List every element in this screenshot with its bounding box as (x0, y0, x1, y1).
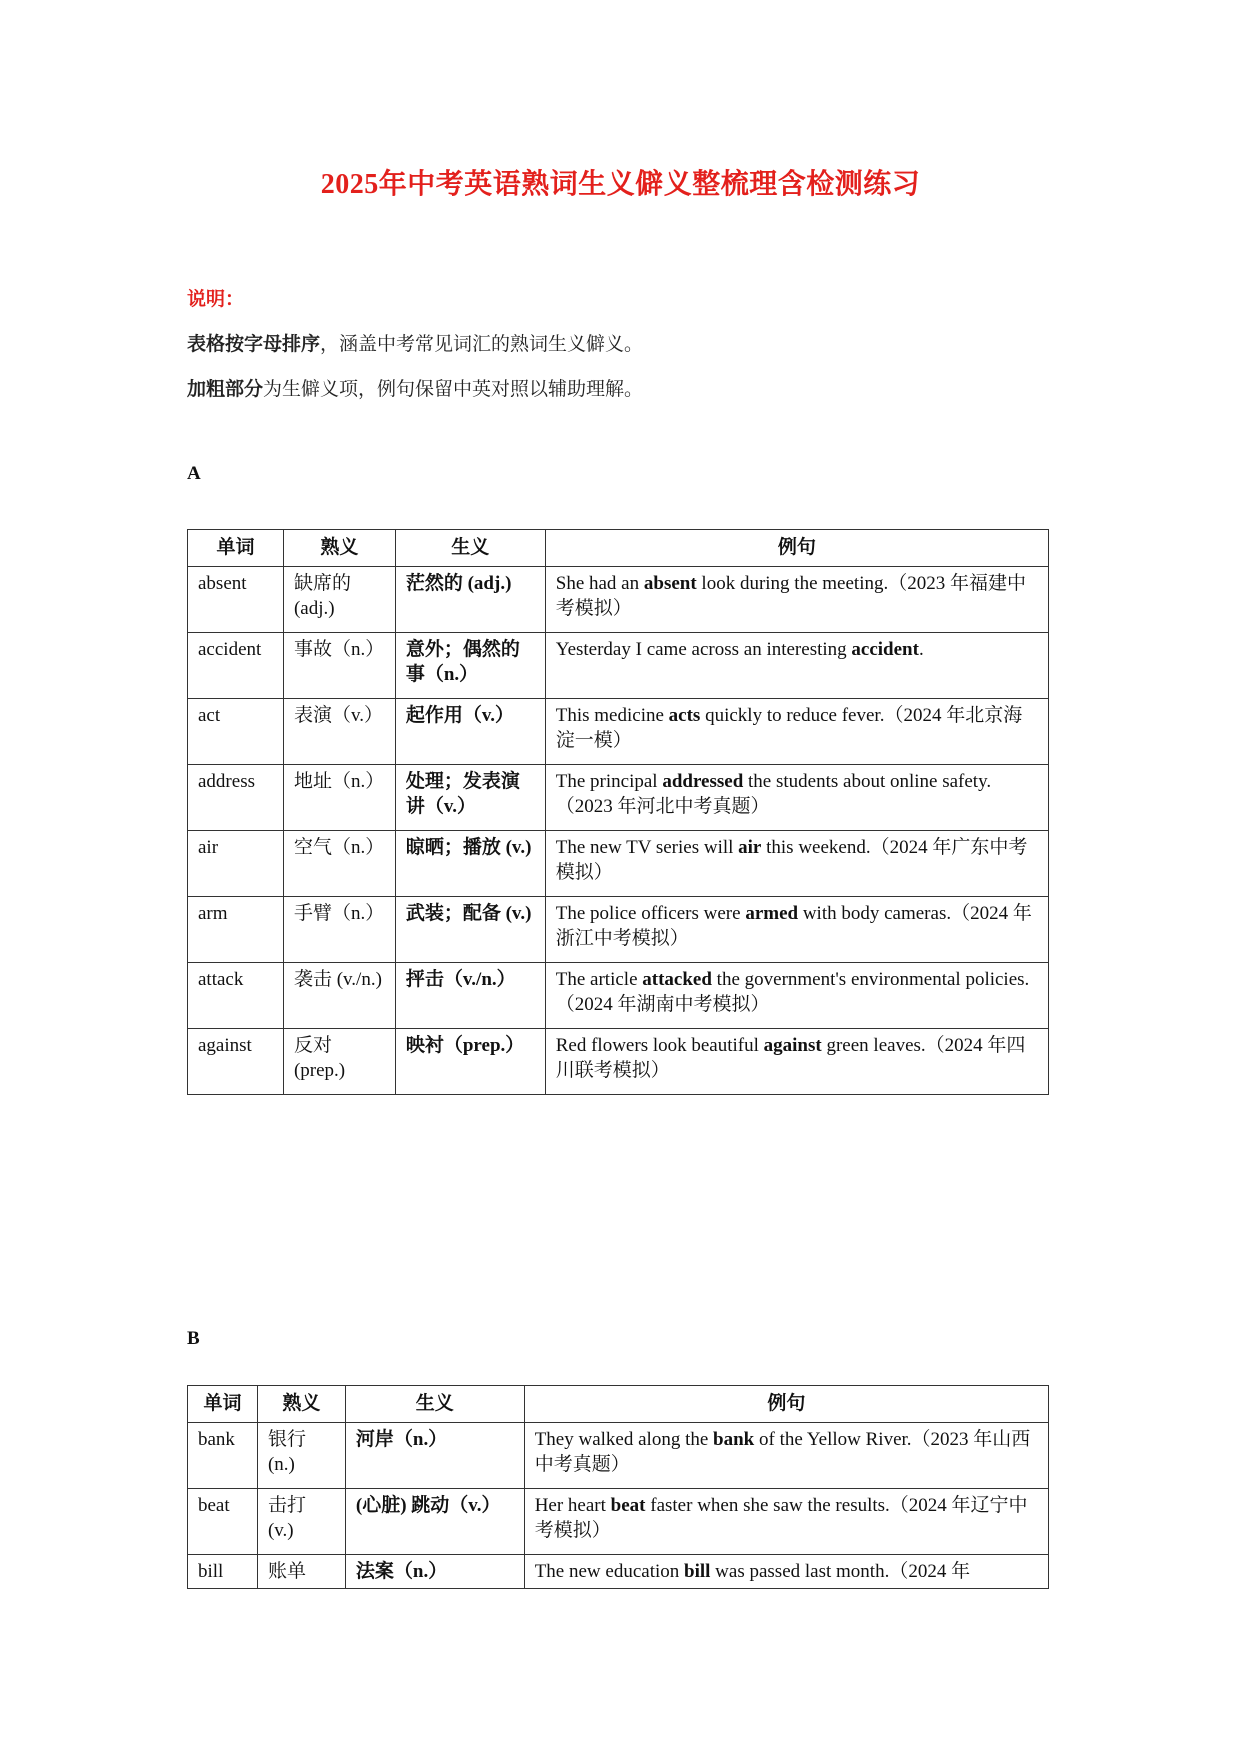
table-b-body (188, 1423, 1049, 1589)
example-keyword: air (738, 837, 762, 858)
cell-new-meaning: 法案（n.） (345, 1555, 524, 1589)
cell-familiar: 空气（n.） (283, 831, 395, 897)
cell-word: against (188, 1029, 284, 1095)
cell-familiar: 反对 (prep.) (283, 1029, 395, 1095)
cell-new-meaning: 处理；发表演讲（v.） (395, 765, 545, 831)
cell-example (524, 1423, 1048, 1489)
header-new-meaning: 生义 (395, 530, 545, 567)
cell-example (545, 765, 1048, 831)
cell-word: bank (188, 1423, 258, 1489)
cell-word: attack (188, 963, 284, 1029)
cell-word: arm (188, 897, 284, 963)
table-row (188, 1489, 1049, 1555)
cell-example (545, 633, 1048, 699)
cell-word: air (188, 831, 284, 897)
table-row (188, 699, 1049, 765)
cell-new-meaning: 映衬（prep.） (395, 1029, 545, 1095)
cell-familiar: 表演（v.） (283, 699, 395, 765)
section-a-heading: A (187, 463, 201, 484)
header-familiar: 熟义 (257, 1386, 345, 1423)
cell-new-meaning: 武装；配备 (v.) (395, 897, 545, 963)
notes-line-1-rest: ，涵盖中考常见词汇的熟词生义僻义。 (320, 334, 644, 355)
cell-example (524, 1489, 1048, 1555)
table-row (188, 1423, 1049, 1489)
example-post: faster when she saw the results.（2024 年辽宁中考模拟） (534, 1495, 1028, 1541)
example-post: was passed last month.（2024 年 (710, 1561, 971, 1582)
example-pre: Red flowers look beautiful (555, 1035, 764, 1056)
cell-familiar: 账单 (257, 1555, 345, 1589)
cell-familiar: 银行 (n.) (257, 1423, 345, 1489)
example-keyword: accident (851, 639, 919, 660)
example-pre: The new education (534, 1561, 685, 1582)
vocab-table-b (187, 1385, 1049, 1589)
example-pre: The article (555, 969, 643, 990)
header-example: 例句 (524, 1386, 1048, 1423)
cell-familiar: 缺席的 (adj.) (283, 567, 395, 633)
cell-example (545, 567, 1048, 633)
table-row (188, 1029, 1049, 1095)
header-word: 单词 (188, 1386, 258, 1423)
example-keyword: attacked (642, 969, 712, 990)
cell-new-meaning: 起作用（v.） (395, 699, 545, 765)
example-keyword: bill (684, 1561, 711, 1582)
cell-familiar: 手臂（n.） (283, 897, 395, 963)
header-example: 例句 (545, 530, 1048, 567)
header-new-meaning: 生义 (345, 1386, 524, 1423)
cell-new-meaning: (心脏) 跳动（v.） (345, 1489, 524, 1555)
example-post: . (918, 639, 924, 660)
example-post: green leaves.（2024 年四川联考模拟） (555, 1035, 1026, 1081)
cell-new-meaning: 意外；偶然的事（n.） (395, 633, 545, 699)
example-post: of the Yellow River.（2023 年山西中考真题） (534, 1429, 1031, 1475)
example-keyword: against (763, 1035, 822, 1056)
example-pre: Her heart (534, 1495, 611, 1516)
cell-example (545, 897, 1048, 963)
example-post: the government's environmental policies.（2024 年湖南中考模拟） (555, 969, 1030, 1015)
example-pre: Yesterday I came across an interesting (555, 639, 852, 660)
notes-line-2 (187, 374, 643, 401)
notes-line-1 (187, 329, 643, 356)
example-pre: The principal (555, 771, 663, 792)
document-title: 2025年中考英语熟词生义僻义整梳理含检测练习 (320, 169, 921, 200)
example-post: this weekend.（2024 年广东中考模拟） (555, 837, 1028, 883)
notes-line-2-rest: 为生僻义项，例句保留中英对照以辅助理解。 (263, 379, 644, 400)
table-row (188, 831, 1049, 897)
cell-familiar: 事故（n.） (283, 633, 395, 699)
cell-word: bill (188, 1555, 258, 1589)
example-keyword: addressed (662, 771, 744, 792)
example-post: quickly to reduce fever.（2024 年北京海淀一模） (555, 705, 1023, 751)
example-keyword: acts (668, 705, 701, 726)
vocab-table-a (187, 529, 1049, 1095)
table-a-body (188, 567, 1049, 1095)
cell-example (545, 963, 1048, 1029)
example-post: with body cameras.（2024 年浙江中考模拟） (555, 903, 1032, 949)
section-b-heading: B (187, 1328, 200, 1349)
cell-word: accident (188, 633, 284, 699)
table-row (188, 567, 1049, 633)
example-keyword: beat (610, 1495, 646, 1516)
cell-example (545, 831, 1048, 897)
example-keyword: absent (643, 573, 697, 594)
example-pre: The new TV series will (555, 837, 739, 858)
cell-word: absent (188, 567, 284, 633)
cell-new-meaning: 茫然的 (adj.) (395, 567, 545, 633)
cell-example (545, 1029, 1048, 1095)
example-pre: The police officers were (555, 903, 746, 924)
notes-heading: 说明： (187, 289, 245, 310)
header-word: 单词 (188, 530, 284, 567)
cell-familiar: 袭击 (v./n.) (283, 963, 395, 1029)
example-post: the students about online safety.（2023 年河北中考真题） (555, 771, 992, 817)
example-post: look during the meeting.（2023 年福建中考模拟） (555, 573, 1026, 619)
example-keyword: bank (713, 1429, 755, 1450)
table-row (188, 633, 1049, 699)
table-row (188, 897, 1049, 963)
cell-word: address (188, 765, 284, 831)
cell-word: beat (188, 1489, 258, 1555)
header-familiar: 熟义 (283, 530, 395, 567)
example-keyword: armed (745, 903, 799, 924)
cell-new-meaning: 河岸（n.） (345, 1423, 524, 1489)
table-row (188, 963, 1049, 1029)
notes-line-2-bold: 加粗部分 (187, 379, 264, 400)
table-header-row (188, 530, 1049, 567)
cell-familiar: 地址（n.） (283, 765, 395, 831)
cell-example (545, 699, 1048, 765)
cell-word: act (188, 699, 284, 765)
cell-new-meaning: 晾晒；播放 (v.) (395, 831, 545, 897)
table-row (188, 765, 1049, 831)
cell-example (524, 1555, 1048, 1589)
cell-familiar: 击打 (v.) (257, 1489, 345, 1555)
example-pre: They walked along the (534, 1429, 714, 1450)
cell-new-meaning: 抨击（v./n.） (395, 963, 545, 1029)
notes-line-1-bold: 表格按字母排序 (187, 334, 321, 355)
table-header-row (188, 1386, 1049, 1423)
example-pre: This medicine (555, 705, 669, 726)
table-row (188, 1555, 1049, 1589)
example-pre: She had an (555, 573, 644, 594)
